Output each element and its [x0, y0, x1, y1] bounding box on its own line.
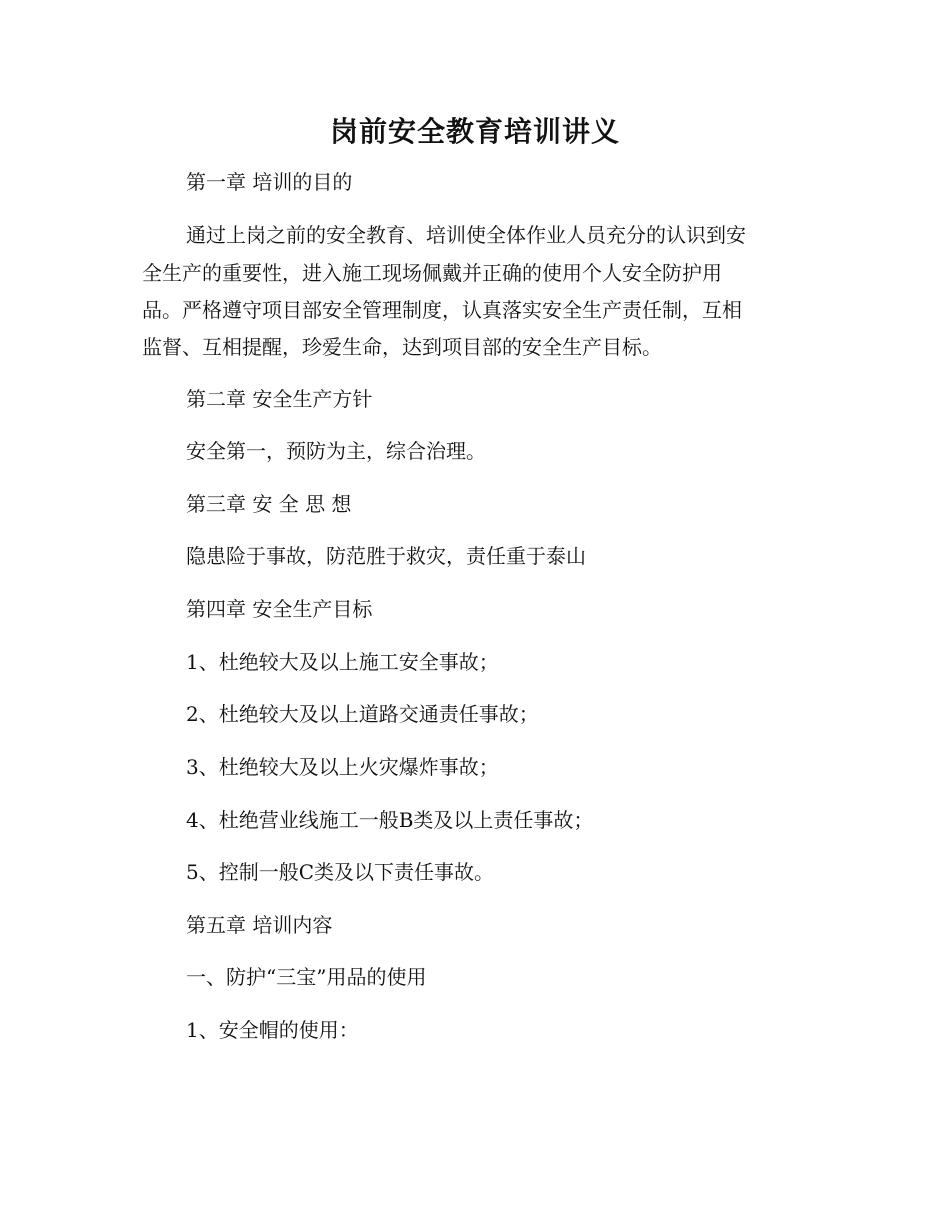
chapter-3-heading: 第三章 安 全 思 想 — [186, 492, 352, 516]
paragraph-line: 监督、互相提醒，珍爱生命，达到项目部的安全生产目标。 — [142, 335, 662, 359]
paragraph-line: 品。严格遵守项目部安全管理制度，认真落实安全生产责任制，互相 — [142, 298, 742, 322]
chapter-5-heading: 第五章 培训内容 — [186, 913, 333, 937]
chapter-4-heading: 第四章 安全生产目标 — [186, 597, 373, 621]
document-title: 岗前安全教育培训讲义 — [329, 115, 620, 148]
paragraph-line: 通过上岗之前的安全教育、培训使全体作业人员充分的认识到安 — [186, 223, 746, 247]
list-item: 2、杜绝较大及以上道路交通责任事故； — [186, 702, 539, 726]
paragraph-line: 全生产的重要性，进入施工现场佩戴并正确的使用个人安全防护用 — [142, 261, 722, 285]
chapter-5-section-1: 一、防护“三宝”用品的使用 — [186, 965, 427, 989]
chapter-2-text: 安全第一，预防为主，综合治理。 — [186, 439, 486, 463]
chapter-3-text: 隐患险于事故，防范胜于救灾，责任重于泰山 — [186, 544, 586, 568]
list-item: 5、控制一般C类及以下责任事故。 — [186, 860, 495, 884]
list-item: 4、杜绝营业线施工一般B类及以上责任事故； — [186, 808, 594, 832]
list-item: 1、杜绝较大及以上施工安全事故； — [186, 650, 499, 674]
list-item: 3、杜绝较大及以上火灾爆炸事故； — [186, 755, 499, 779]
chapter-5-item-1: 1、安全帽的使用： — [186, 1018, 359, 1042]
chapter-2-heading: 第二章 安全生产方针 — [186, 387, 373, 411]
chapter-1-heading: 第一章 培训的目的 — [186, 170, 353, 194]
